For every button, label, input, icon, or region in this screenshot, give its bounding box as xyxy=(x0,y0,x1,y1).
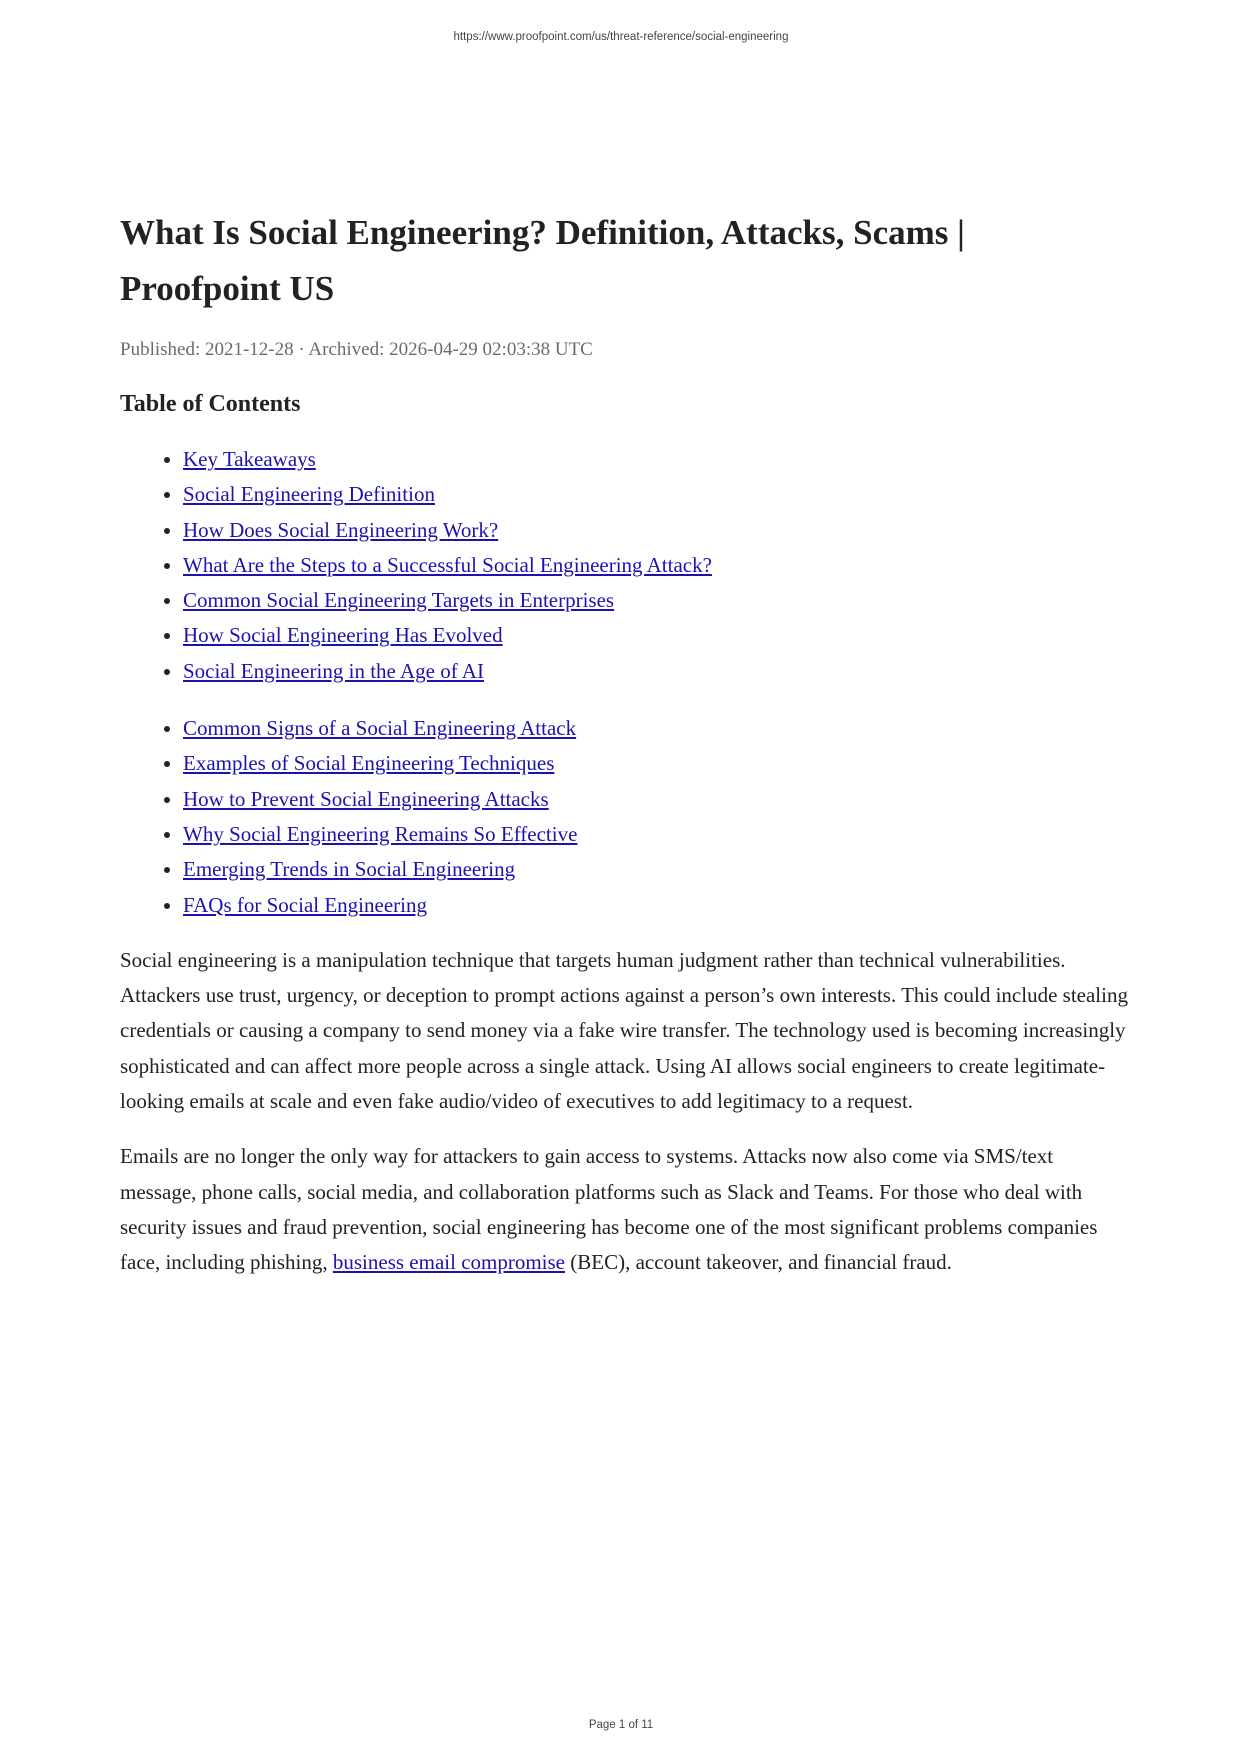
toc-link-effective[interactable]: Why Social Engineering Remains So Effective xyxy=(183,821,578,846)
toc-item xyxy=(183,888,1130,923)
body-paragraph-1: Social engineering is a manipulation technique that targets human judgment rather than technical vulnerabilities. Attackers use trust, urgency, or deception to prompt actions against a person’s own interests. This could include stealing credentials or causing a company to send money via a fake wire transfer. The technology used is becoming increasingly sophisticated and can affect more people across a single attack. Using AI allows social engineers to create legitimate-looking emails at scale and even fake audio/video of executives to add legitimacy to a request. xyxy=(120,947,1128,1114)
bec-link[interactable]: business email compromise xyxy=(332,1250,566,1275)
page-number: Page 1 of 11 xyxy=(588,1719,654,1731)
body-paragraph-2 xyxy=(120,1139,1130,1280)
toc-item xyxy=(183,654,1130,689)
toc-item xyxy=(183,548,1130,583)
toc-link-definition[interactable]: Social Engineering Definition xyxy=(183,482,435,507)
toc-heading: Table of Contents xyxy=(120,391,301,417)
toc-link-trends[interactable]: Emerging Trends in Social Engineering xyxy=(183,857,516,882)
toc-item xyxy=(183,513,1130,548)
toc-link-how-it-works[interactable]: How Does Social Engineering Work? xyxy=(183,517,499,542)
toc-item xyxy=(183,746,1130,781)
page-title: What Is Social Engineering? Definition, Attacks, Scams | Proofpoint US xyxy=(120,213,965,308)
toc-item xyxy=(183,782,1130,817)
toc-item xyxy=(183,442,1130,477)
toc-link-signs[interactable]: Common Signs of a Social Engineering Attack xyxy=(183,716,577,741)
toc-item xyxy=(183,817,1130,852)
toc-link-targets[interactable]: Common Social Engineering Targets in Enterprises xyxy=(183,588,615,613)
toc-link-steps[interactable]: What Are the Steps to a Successful Social Engineering Attack? xyxy=(183,552,712,577)
toc-link-faqs[interactable]: FAQs for Social Engineering xyxy=(183,892,427,917)
toc-link-age-of-ai[interactable]: Social Engineering in the Age of AI xyxy=(183,658,484,683)
publish-meta: Published: 2021-12-28 · Archived: 2026-04-29 02:03:38 UTC xyxy=(120,339,593,360)
toc-item xyxy=(183,583,1130,618)
toc-list-2 xyxy=(120,711,1130,923)
toc-item xyxy=(183,618,1130,653)
toc-item xyxy=(183,477,1130,512)
page-url-header: https://www.proofpoint.com/us/threat-reference/social-engineering xyxy=(453,31,789,43)
paragraph-2-text-before: Emails are no longer the only way for attackers to gain access to systems. Attacks now also come via SMS/text message, phone calls, social media, and collaboration platforms such as Slack and Teams. For those who deal with security issues and fraud prevention, social engineering has become one of the most significant problems companies face, including phishing, xyxy=(120,1144,1098,1275)
article-content xyxy=(120,205,1130,1281)
paragraph-2-text-after: (BEC), account takeover, and financial fraud. xyxy=(565,1250,952,1275)
toc-item xyxy=(183,711,1130,746)
toc-link-key-takeaways[interactable]: Key Takeaways xyxy=(183,447,316,471)
toc-link-evolved[interactable]: How Social Engineering Has Evolved xyxy=(183,623,503,648)
toc-item xyxy=(183,852,1130,887)
toc-link-prevent[interactable]: How to Prevent Social Engineering Attacks xyxy=(183,786,549,811)
toc-list-1 xyxy=(120,442,1130,689)
toc-link-examples[interactable]: Examples of Social Engineering Techniques xyxy=(183,751,555,776)
